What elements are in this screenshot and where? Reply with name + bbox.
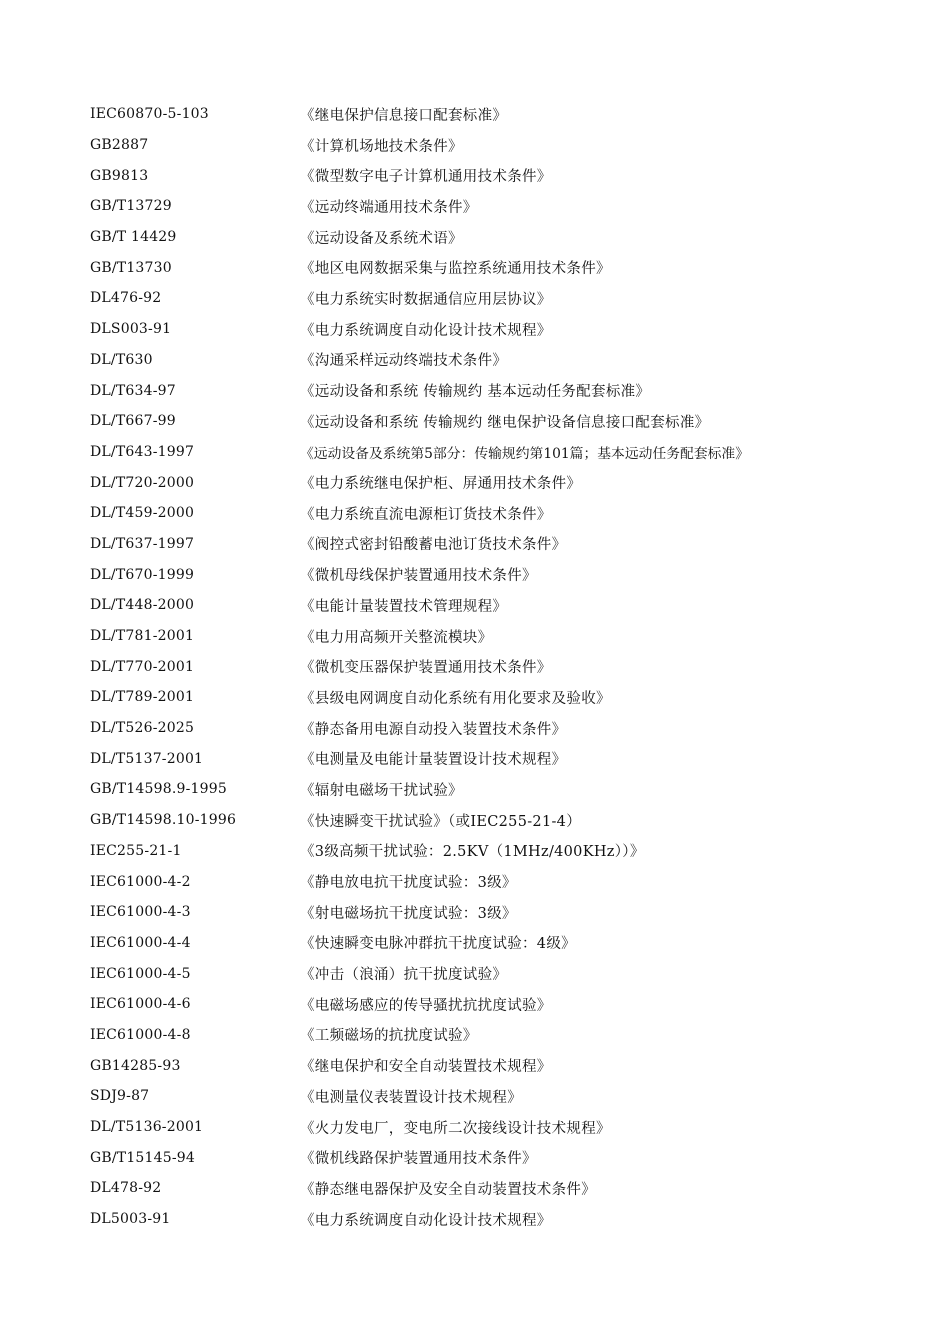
standard-title: 《3级高频干扰试验：2.5KV（1MHz/400KHz））》 xyxy=(300,844,645,861)
standard-title: 《静态继电器保护及安全自动装置技术条件》 xyxy=(300,1181,596,1198)
standard-code: DL/T789-2001 xyxy=(90,689,195,706)
standard-code: IEC61000-4-6 xyxy=(90,996,191,1013)
standard-title: 《静态备用电源自动投入装置技术条件》 xyxy=(300,721,567,738)
standard-title: 《计算机场地技术条件》 xyxy=(300,138,463,155)
standard-title: 《地区电网数据采集与监控系统通用技术条件》 xyxy=(300,261,611,278)
standard-row xyxy=(90,958,920,989)
standard-row xyxy=(90,222,920,253)
standard-row xyxy=(90,252,920,283)
standard-code: GB/T14598.10-1996 xyxy=(90,812,237,829)
standard-code: DL/T720-2000 xyxy=(90,474,195,491)
standard-code: GB/T13730 xyxy=(90,259,172,276)
standard-row xyxy=(90,1050,920,1081)
standard-row xyxy=(90,1204,920,1235)
standard-row xyxy=(90,1142,920,1173)
standard-row xyxy=(90,406,920,437)
standard-row xyxy=(90,774,920,805)
standard-code: DL/T5136-2001 xyxy=(90,1119,204,1136)
standard-code: IEC60870-5-103 xyxy=(90,106,209,123)
standard-title: 《继电保护和安全自动装置技术规程》 xyxy=(300,1059,552,1076)
standard-code: GB/T 14429 xyxy=(90,229,177,246)
standard-row xyxy=(90,989,920,1020)
standard-title: 《电力系统调度自动化设计技术规程》 xyxy=(300,322,552,339)
standard-row xyxy=(90,437,920,468)
standard-title: 《火力发电厂，变电所二次接线设计技术规程》 xyxy=(300,1120,611,1137)
standard-code: DL/T459-2000 xyxy=(90,505,195,522)
standard-title: 《微机变压器保护装置通用技术条件》 xyxy=(300,660,552,677)
standard-row xyxy=(90,743,920,774)
standard-code: GB9813 xyxy=(90,167,149,184)
standard-row xyxy=(90,590,920,621)
standard-code: GB2887 xyxy=(90,137,149,154)
standard-title: 《快速瞬变电脉冲群抗干扰度试验：4级》 xyxy=(300,936,576,953)
standard-title: 《沟通采样远动终端技术条件》 xyxy=(300,353,508,370)
standard-title: 《辐射电磁场干扰试验》 xyxy=(300,782,463,799)
standard-title: 《电能计量装置技术管理规程》 xyxy=(300,598,508,615)
standard-code: DL/T637-1997 xyxy=(90,535,195,552)
standard-row xyxy=(90,529,920,560)
standard-title: 《静电放电抗干扰度试验：3级》 xyxy=(300,875,517,892)
standard-title: 《微型数字电子计算机通用技术条件》 xyxy=(300,169,552,186)
standard-row xyxy=(90,375,920,406)
standard-code: DL476-92 xyxy=(90,290,162,307)
standard-row xyxy=(90,713,920,744)
standard-title: 《电测量及电能计量装置设计技术规程》 xyxy=(300,752,567,769)
standard-code: DL/T667-99 xyxy=(90,413,176,430)
standard-title: 《工频磁场的抗扰度试验》 xyxy=(300,1028,478,1045)
standard-row xyxy=(90,1112,920,1143)
standard-code: DL5003-91 xyxy=(90,1211,171,1228)
standard-title: 《电磁场感应的传导骚扰抗扰度试验》 xyxy=(300,997,552,1014)
standard-code: IEC61000-4-5 xyxy=(90,965,191,982)
standard-code: DL/T5137-2001 xyxy=(90,750,204,767)
standard-code: GB14285-93 xyxy=(90,1057,181,1074)
standard-title: 《电力系统调度自动化设计技术规程》 xyxy=(300,1212,552,1229)
standard-code: IEC61000-4-3 xyxy=(90,904,191,921)
standard-row xyxy=(90,836,920,867)
standard-row xyxy=(90,314,920,345)
standard-title: 《电测量仪表装置设计技术规程》 xyxy=(300,1089,522,1106)
standard-row xyxy=(90,621,920,652)
standard-title: 《电力系统直流电源柜订货技术条件》 xyxy=(300,506,552,523)
standard-title: 《远动设备和系统 传输规约 基本远动任务配套标准》 xyxy=(300,384,651,401)
standard-title: 《快速瞬变干扰试验》（或IEC255-21-4） xyxy=(300,813,582,830)
standard-code: DL/T526-2025 xyxy=(90,720,195,737)
standard-row xyxy=(90,928,920,959)
standard-code: GB/T15145-94 xyxy=(90,1149,196,1166)
standard-title: 《远动设备及系统第5部分：传输规约第101篇；基本远动任务配套标准》 xyxy=(300,445,750,462)
standard-row xyxy=(90,467,920,498)
standard-title: 《电力用高频开关整流模块》 xyxy=(300,629,493,646)
standard-row xyxy=(90,805,920,836)
standard-title: 《微机线路保护装置通用技术条件》 xyxy=(300,1151,537,1168)
standard-title: 《县级电网调度自动化系统有用化要求及验收》 xyxy=(300,690,611,707)
standard-row xyxy=(90,1081,920,1112)
standards-list xyxy=(90,99,920,1234)
standard-code: IEC61000-4-8 xyxy=(90,1026,191,1043)
standard-code: DL/T643-1997 xyxy=(90,443,195,460)
standard-title: 《远动终端通用技术条件》 xyxy=(300,199,478,216)
standard-row xyxy=(90,559,920,590)
standard-title: 《冲击（浪涌）抗干扰度试验》 xyxy=(300,967,508,984)
standard-code: DL/T630 xyxy=(90,351,153,368)
standard-code: IEC61000-4-2 xyxy=(90,873,191,890)
standard-code: DL/T634-97 xyxy=(90,382,176,399)
standard-row xyxy=(90,682,920,713)
standard-row xyxy=(90,160,920,191)
standard-code: GB/T14598.9-1995 xyxy=(90,781,227,798)
standard-code: IEC61000-4-4 xyxy=(90,934,191,951)
standard-row xyxy=(90,99,920,130)
standard-title: 《射电磁场抗干扰度试验：3级》 xyxy=(300,905,517,922)
standard-code: SDJ9-87 xyxy=(90,1088,150,1105)
standard-row xyxy=(90,897,920,928)
standard-code: DL/T670-1999 xyxy=(90,566,195,583)
standard-title: 《电力系统继电保护柜、屏通用技术条件》 xyxy=(300,476,582,493)
standard-code: GB/T13729 xyxy=(90,198,172,215)
standard-row xyxy=(90,345,920,376)
standard-row xyxy=(90,1173,920,1204)
standard-code: DL/T770-2001 xyxy=(90,658,195,675)
standard-row xyxy=(90,866,920,897)
standard-title: 《电力系统实时数据通信应用层协议》 xyxy=(300,291,552,308)
standard-code: IEC255-21-1 xyxy=(90,842,182,859)
standard-row xyxy=(90,191,920,222)
standard-row xyxy=(90,651,920,682)
standard-title: 《微机母线保护装置通用技术条件》 xyxy=(300,568,537,585)
standard-row xyxy=(90,130,920,161)
standard-code: DL/T448-2000 xyxy=(90,597,195,614)
standard-row xyxy=(90,498,920,529)
standard-code: DL478-92 xyxy=(90,1180,162,1197)
standard-code: DLS003-91 xyxy=(90,321,172,338)
standard-title: 《远动设备及系统术语》 xyxy=(300,230,463,247)
standard-title: 《远动设备和系统 传输规约 继电保护设备信息接口配套标准》 xyxy=(300,414,710,431)
standard-title: 《阀控式密封铅酸蓄电池订货技术条件》 xyxy=(300,537,567,554)
standard-row xyxy=(90,1020,920,1051)
standard-title: 《继电保护信息接口配套标准》 xyxy=(300,107,508,124)
standard-row xyxy=(90,283,920,314)
standard-code: DL/T781-2001 xyxy=(90,628,195,645)
